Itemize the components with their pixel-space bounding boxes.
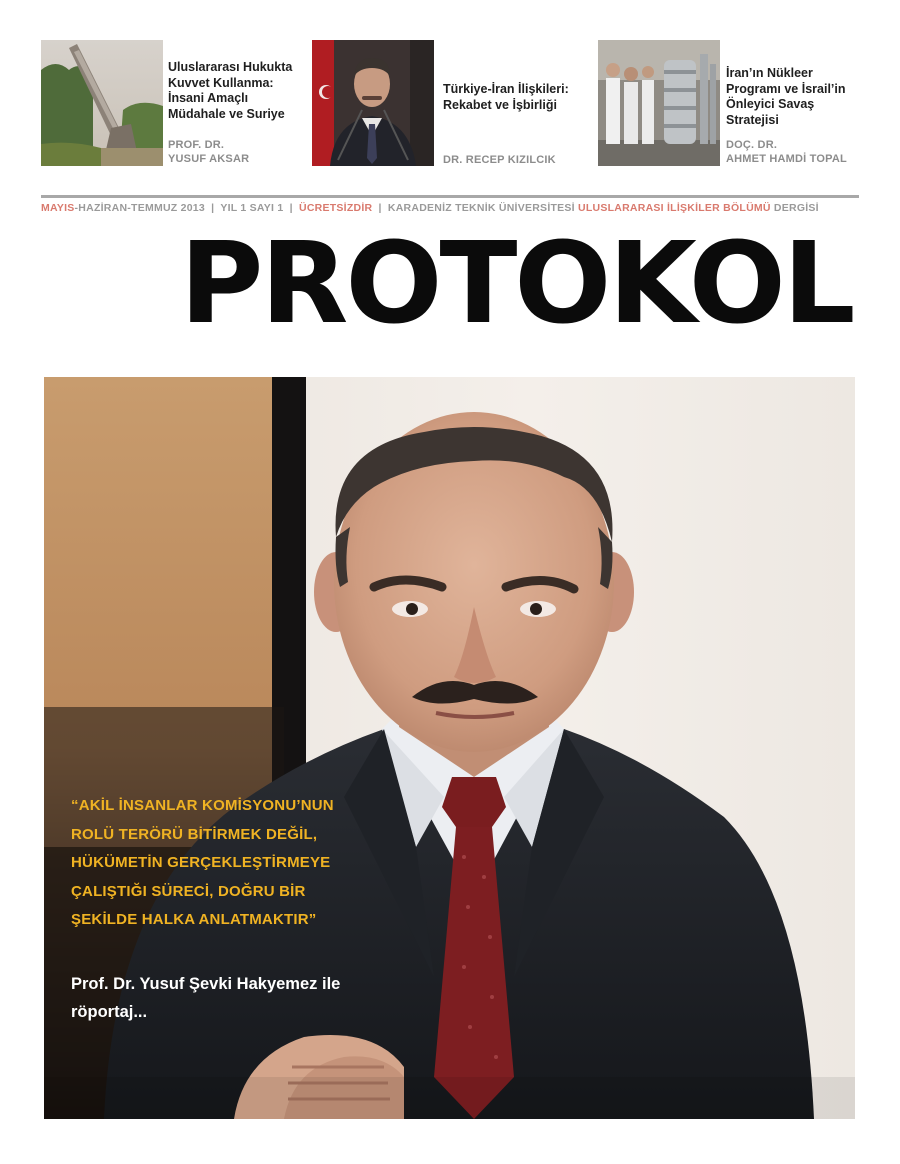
teaser-author xyxy=(726,138,871,166)
teaser-author xyxy=(168,138,303,166)
cover-interview-byline[interactable]: Prof. Dr. Yusuf Şevki Hakyemez ile röportaj... xyxy=(71,975,341,1021)
cover-quote: “AKİL İNSANLAR KOMİSYONU’NUN ROLÜ TERÖRÜ BİTİRMEK DEĞİL, HÜKÜMETİN GERÇEKLEŞTİRMEYE ÇALIŞTIĞI SÜRECİ, DOĞRU BİR ŞEKİLDE HALKA ANLATMAKTIR” xyxy=(71,797,334,928)
teaser-article-1[interactable] xyxy=(41,40,303,168)
author-name: DR. RECEP KIZILCIK xyxy=(443,154,556,166)
header-divider xyxy=(41,195,859,198)
price-note: ÜCRETSİZDİR xyxy=(299,202,373,214)
publisher-name: KARADENİZ TEKNİK ÜNİVERSİTESİ xyxy=(387,202,575,214)
teaser-title[interactable]: İran’ın Nükleer Programı ve İsrail’in Önleyici Savaş Stratejisi xyxy=(726,66,846,127)
speaker-at-podium-photo xyxy=(312,40,434,166)
separator: | xyxy=(378,202,382,214)
issue-month-accent: MAYIS xyxy=(41,202,75,214)
author-title: DOÇ. DR. xyxy=(726,139,778,151)
teaser-title[interactable]: Uluslararası Hukukta Kuvvet Kullanma: İnsani Amaçlı Müdahale ve Suriye xyxy=(168,60,293,121)
separator: | xyxy=(211,202,215,214)
department-name: ULUSLARARASI İLİŞKİLER BÖLÜMÜ xyxy=(578,202,771,214)
teaser-article-2[interactable] xyxy=(312,40,574,168)
author-name: AHMET HAMDİ TOPAL xyxy=(726,153,847,165)
teaser-title[interactable]: Türkiye-İran İlişkileri: Rekabet ve İşbirliği xyxy=(443,82,569,112)
magazine-masthead: PROTOKOL xyxy=(179,219,852,349)
issue-number: YIL 1 SAYI 1 xyxy=(220,202,284,214)
separator: | xyxy=(289,202,293,214)
teaser-author xyxy=(443,153,583,167)
publication-type: DERGİSİ xyxy=(773,202,819,214)
nuclear-facility-photo xyxy=(598,40,720,166)
teaser-article-3[interactable] xyxy=(598,40,868,168)
author-name: YUSUF AKSAR xyxy=(168,153,250,165)
author-title: PROF. DR. xyxy=(168,139,225,151)
issue-info-line xyxy=(41,202,871,214)
issue-date: -HAZİRAN-TEMMUZ 2013 xyxy=(74,202,205,214)
monument-photo xyxy=(41,40,163,166)
